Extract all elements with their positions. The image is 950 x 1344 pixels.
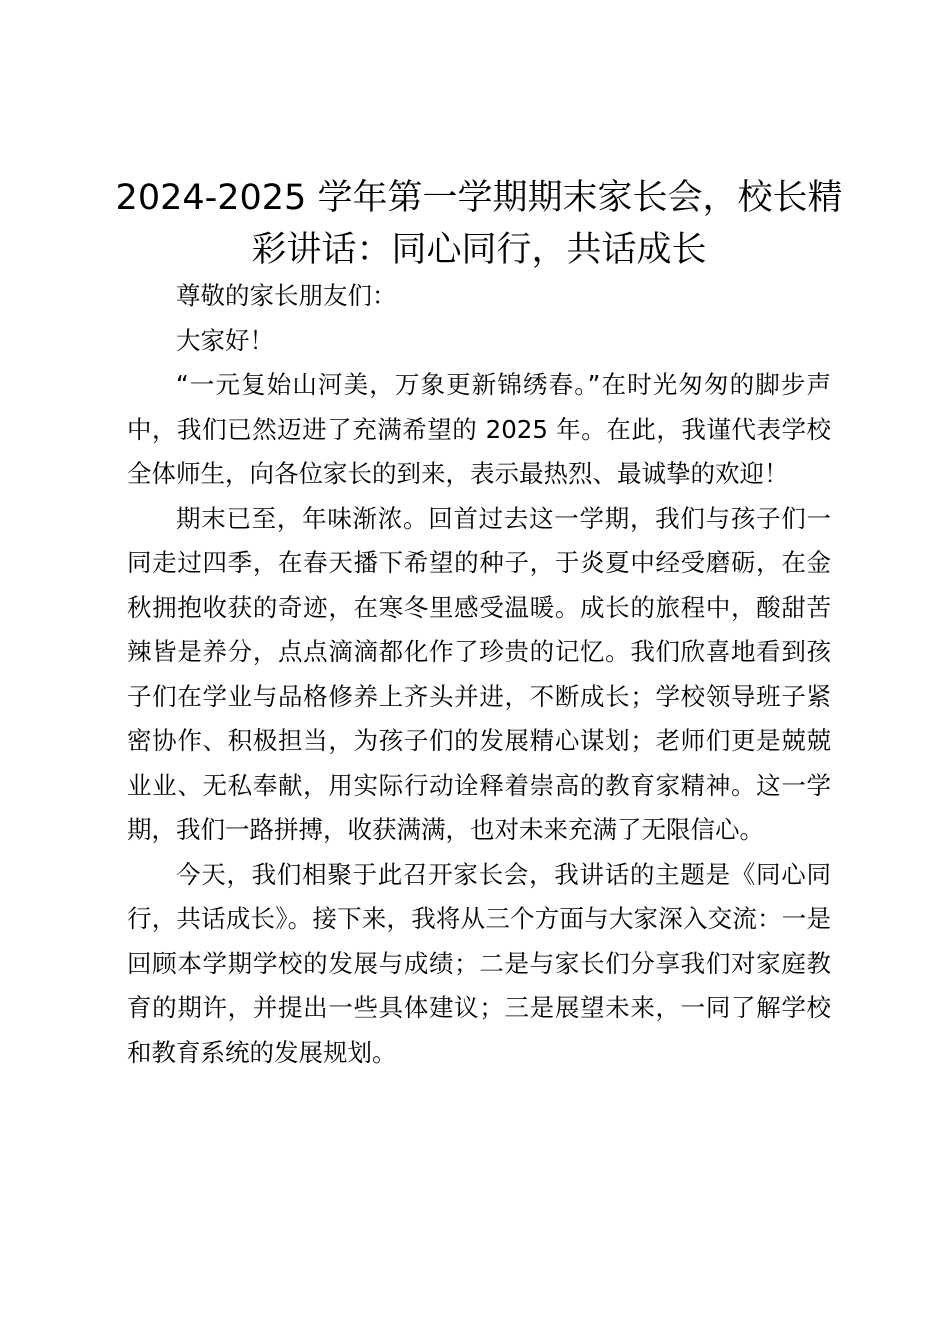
paragraph-review: 期末已至，年味渐浓。回首过去这一学期，我们与孩子们一同走过四季，在春天播下希望的种子，于炎夏中经受磨砺，在金秋拥抱收获的奇迹，在寒冬里感受温暖。成长的旅程中，酸甜苦辣皆是养分，点点滴滴都化作了珍贵的记忆。我们欣喜地看到孩子们在学业与品格修养上齐头并进，不断成长；学校领导班子紧密协作、积极担当，为孩子们的发展精心谋划；老师们更是兢兢业业、无私奉献，用实际行动诠释着崇高的教育家精神。这一学期，我们一路拼搏，收获满满，也对未来充满了无限信心。 (127, 503, 831, 844)
greeting: 大家好！ (176, 325, 274, 355)
paragraph-theme: 今天，我们相聚于此召开家长会，我讲话的主题是《同心同行，共话成长》。接下来，我将从三个方面与大家深入交流：一是回顾本学期学校的发展与成绩；二是与家长们分享我们对家庭教育的期许，并提出一些具体建议；三是展望未来，一同了解学校和教育系统的发展规划。 (127, 859, 831, 1067)
salutation: 尊敬的家长朋友们： (176, 281, 397, 310)
document-page (115, 172, 843, 1075)
paragraph-opening: “一元复始山河美，万象更新锦绣春。”在时光匆匆的脚步声中，我们已然迈进了充满希望的 2025 年。在此，我谨代表学校全体师生，向各位家长的到来，表示最热烈、最诚挚的欢迎！ (127, 370, 831, 488)
document-title: 2024-2025 学年第一学期期末家长会，校长精彩讲话：同心同行，共话成长 (115, 178, 843, 270)
